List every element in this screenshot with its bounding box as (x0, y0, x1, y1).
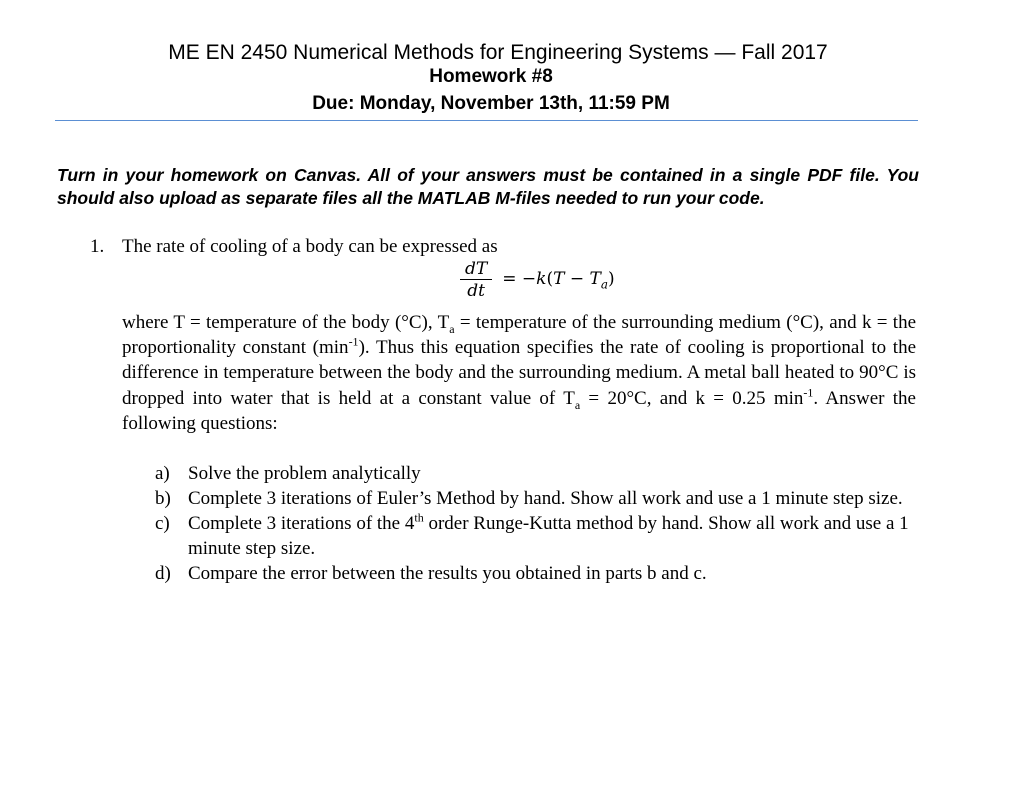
fraction-numerator: dT (465, 259, 488, 279)
body-text-1: where T = temperature of the body (°C), T (122, 312, 450, 333)
fraction-denominator: dt (467, 281, 485, 301)
homework-title: Homework #8 (429, 66, 553, 87)
superscript-neg1: -1 (803, 385, 814, 400)
body-text-5: . Answer the following questions: (122, 387, 916, 434)
list-item (155, 461, 917, 486)
question-1-body (122, 310, 916, 436)
ordinal-superscript: th (414, 510, 424, 525)
part-label: a) (155, 463, 170, 484)
rhs-ta: T (589, 269, 601, 290)
course-title: ME EN 2450 Numerical Methods for Engineering Systems — Fall 2017 (168, 41, 828, 64)
submission-instructions: Turn in your homework on Canvas. All of your answers must be contained in a single PDF file. You should also upload as separate files all the MATLAB M-files needed to run your code. (57, 165, 919, 208)
part-text (188, 510, 909, 559)
list-item (155, 511, 917, 561)
derivative-fraction (460, 259, 492, 302)
subscript-a: a (574, 397, 581, 412)
part-text: Complete 3 iterations of Euler’s Method by hand. Show all work and use a 1 minute step size. (188, 488, 903, 509)
part-label: d) (155, 563, 171, 584)
rhs-k: k (536, 269, 547, 290)
question-number: 1. (90, 236, 105, 257)
rhs-minus: − (564, 269, 590, 290)
part-text: Solve the problem analytically (188, 463, 421, 484)
subscript-a: a (449, 321, 455, 336)
part-text-pre: Complete 3 iterations of the 4 (188, 513, 415, 534)
body-text-4: = 20°C, and k = 0.25 min (580, 387, 804, 409)
document-header (0, 40, 980, 119)
cooling-equation (460, 259, 615, 302)
body-text-2: = temperature of the surrounding medium (°C), and k = the proportionality constant (min (122, 312, 916, 359)
part-label: b) (155, 488, 171, 509)
part-text: Compare the error between the results you obtained in parts b and c. (188, 563, 707, 584)
question-parts-list (155, 461, 917, 586)
list-item (155, 486, 917, 511)
question-1-intro (90, 235, 910, 259)
due-date: Due: Monday, November 13th, 11:59 PM (312, 93, 670, 114)
part-text-post: order Runge-Kutta method by hand. Show all work and use a 1 minute step size. (188, 513, 909, 559)
rhs-close-paren: ) (608, 269, 615, 290)
rhs-t: T (553, 269, 565, 290)
header-divider (55, 120, 918, 121)
body-text-3: ). Thus this equation specifies the rate of cooling is proportional to the difference in temperature between the body and the surrounding medium. A metal ball heated to 90°C is dropped into water that is held at a constant value of T (122, 337, 916, 409)
rhs-equals-minus: = − (502, 269, 537, 290)
list-item (155, 561, 917, 586)
question-intro-text: The rate of cooling of a body can be expressed as (122, 236, 498, 257)
rhs-ta-subscript: a (600, 277, 608, 292)
equation-rhs (502, 269, 614, 291)
part-label: c) (155, 513, 170, 534)
superscript-neg1: -1 (348, 334, 359, 349)
rhs-open-paren: ( (546, 269, 554, 290)
